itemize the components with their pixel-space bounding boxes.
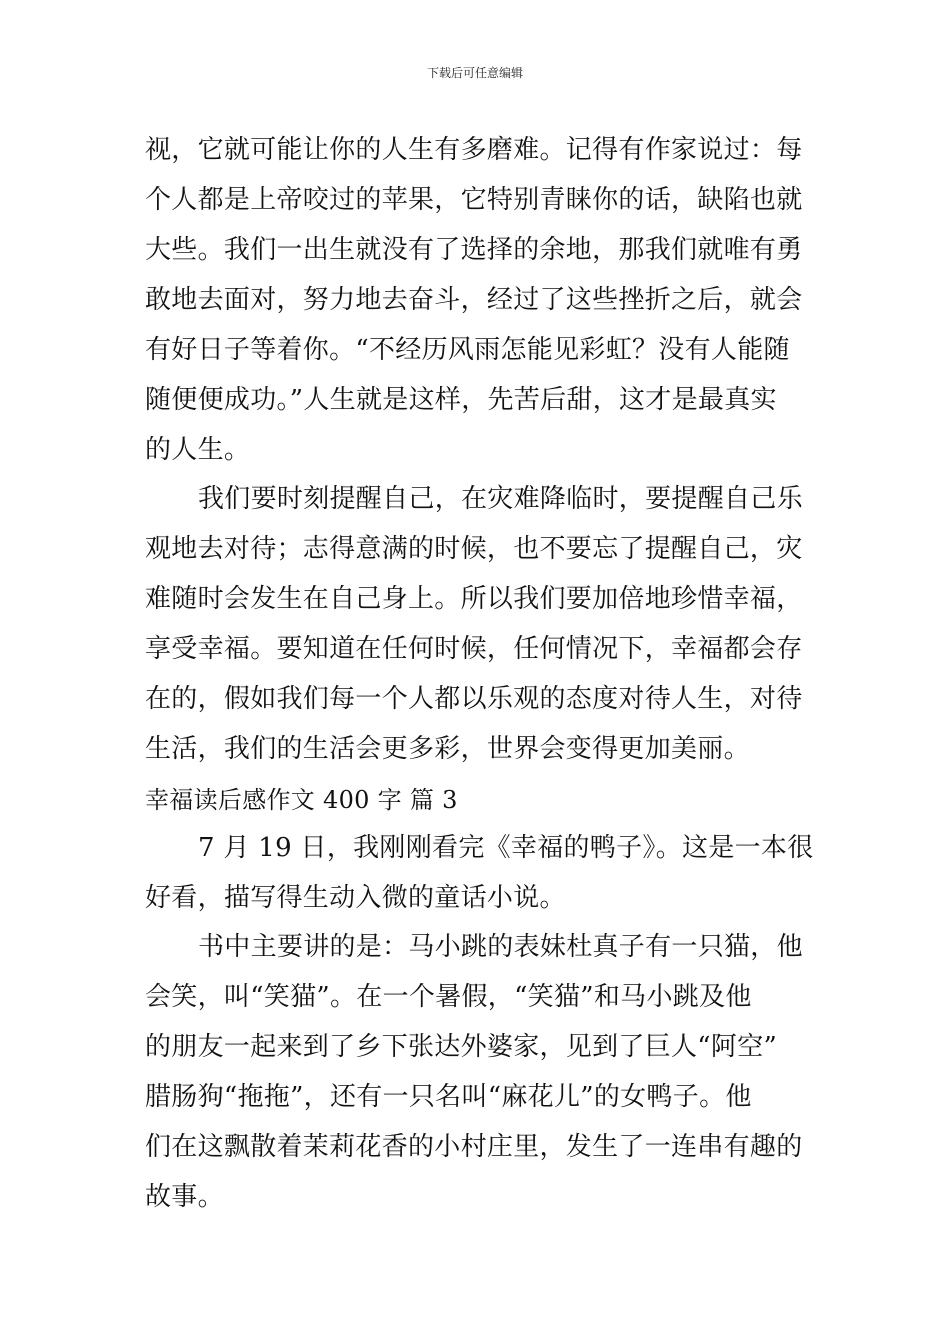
paragraph-line: 我们要时刻提醒自己，在灾难降临时，要提醒自己乐 [198,484,803,514]
paragraph-line: 故事。 [145,1182,224,1212]
paragraph-line: 7 月 19 日，我刚刚看完《幸福的鸭子》。这是一本很 [198,833,814,863]
paragraph-line: 视，它就可能让你的人生有多磨难。记得有作家说过：每 [145,135,803,165]
paragraph-line: 享受幸福。要知道在任何时候，任何情况下，幸福都会存 [145,634,803,664]
paragraph-line: 个人都是上帝咬过的苹果，它特别青睐你的话，缺陷也就 [145,185,803,215]
paragraph-line: 会笑，叫“笑猫”。在一个暑假，“笑猫”和马小跳及他 [145,982,752,1012]
paragraph-line: 的人生。 [145,435,251,465]
paragraph-line: 在的，假如我们每一个人都以乐观的态度对待人生，对待 [145,684,803,714]
paragraph-line: 们在这飘散着茉莉花香的小村庄里，发生了一连串有趣的 [145,1132,803,1162]
paragraph-line: 观地去对待；志得意满的时候，也不要忘了提醒自己，灾 [145,534,803,564]
page-header: 下载后可任意编辑 [426,66,523,80]
paragraph-line: 的朋友一起来到了乡下张达外婆家，见到了巨人“阿空” [145,1032,778,1062]
paragraph-line: 有好日子等着你。“不经历风雨怎能见彩虹？没有人能随 [145,335,790,365]
paragraph-line: 大些。我们一出生就没有了选择的余地，那我们就唯有勇 [145,235,803,265]
section-heading: 幸福读后感作文 400 字 篇 3 [145,786,458,814]
paragraph-line: 生活，我们的生活会更多彩，世界会变得更加美丽。 [145,734,750,764]
paragraph-line: 好看，描写得生动入微的童话小说。 [145,883,566,913]
paragraph-line: 难随时会发生在自己身上。所以我们要加倍地珍惜幸福， [145,584,803,614]
paragraph-line: 书中主要讲的是：马小跳的表妹杜真子有一只猫，他 [198,932,803,962]
paragraph-line: 腊肠狗“拖拖”，还有一只名叫“麻花儿”的女鸭子。他 [145,1082,752,1112]
paragraph-line: 随便便成功。”人生就是这样，先苦后甜，这才是最真实 [145,385,777,415]
paragraph-line: 敢地去面对，努力地去奋斗，经过了这些挫折之后，就会 [145,285,803,315]
